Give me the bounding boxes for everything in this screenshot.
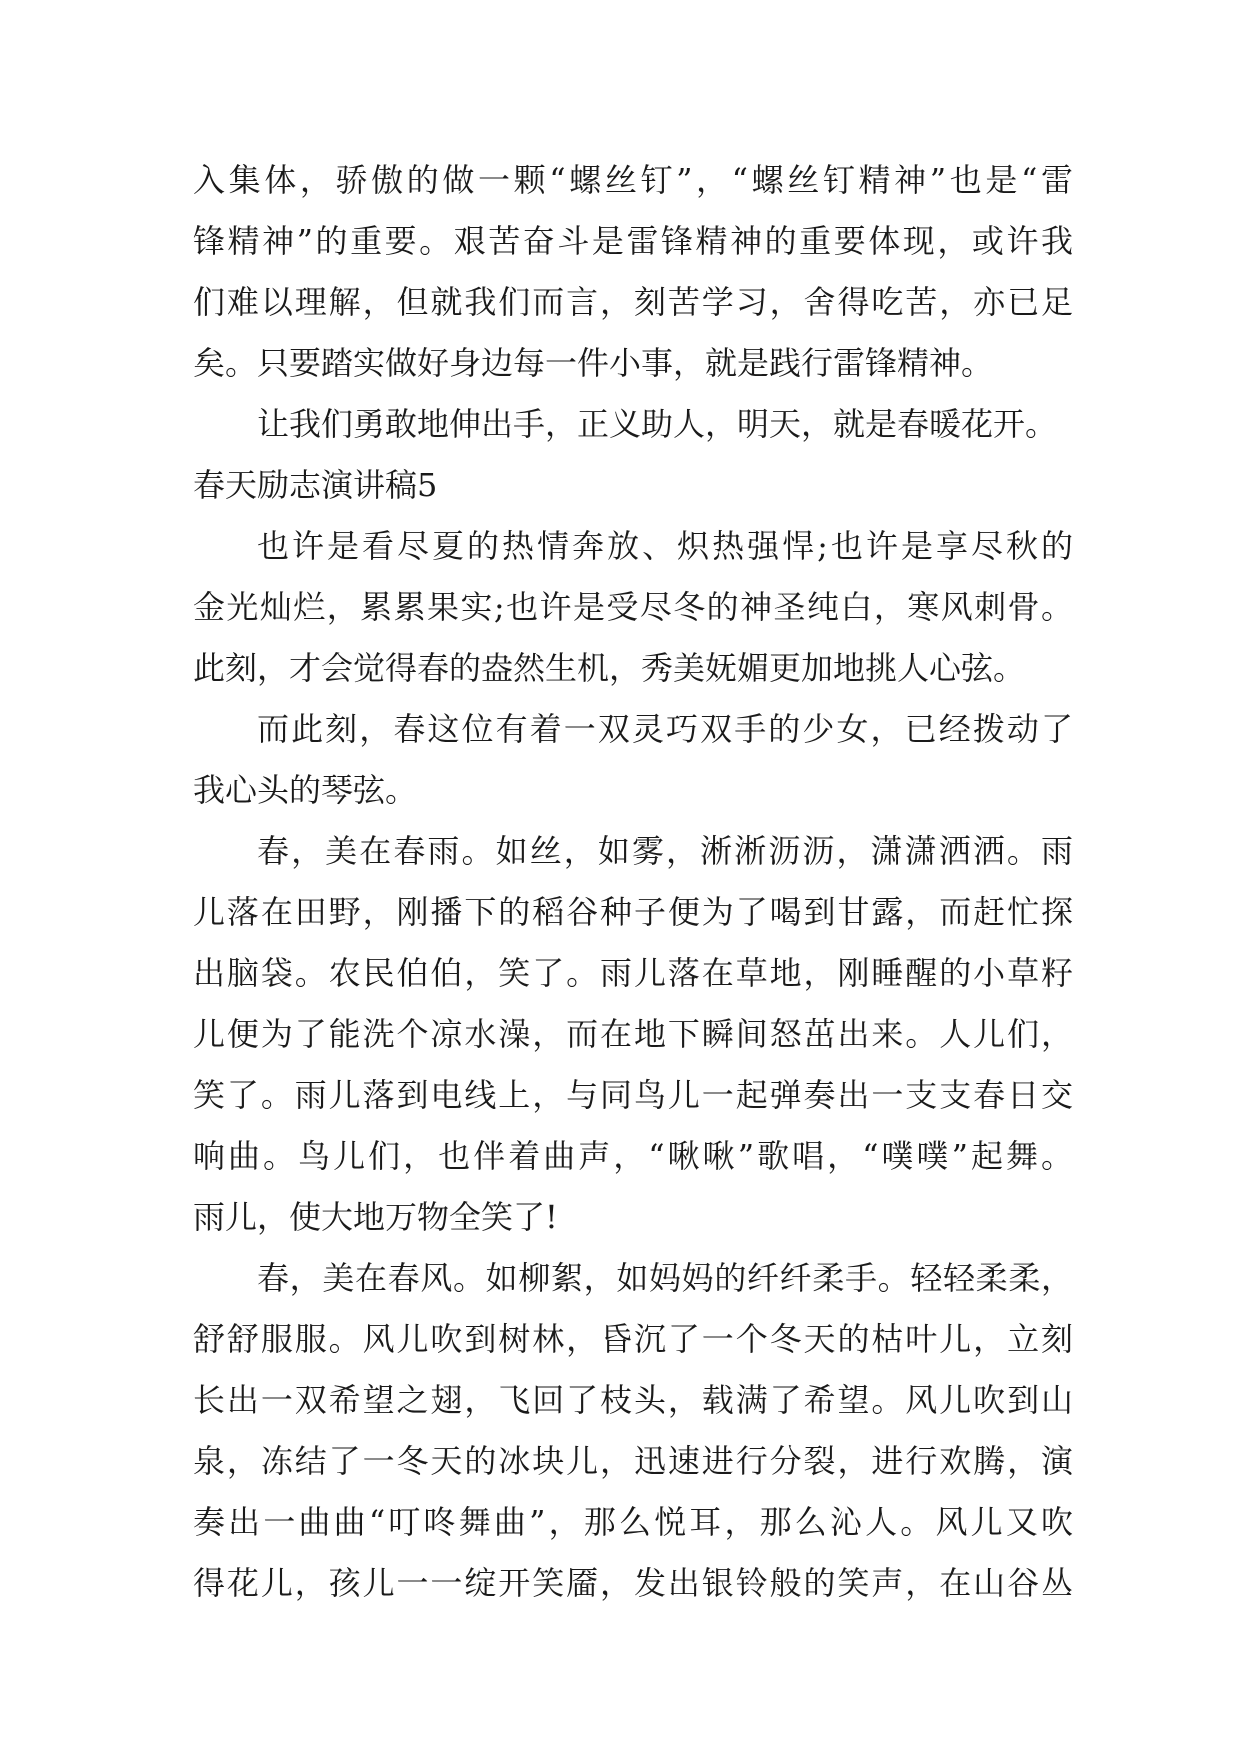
section-heading: 春天励志演讲稿5	[193, 466, 438, 504]
document-body	[193, 150, 1073, 1614]
text-line: 儿落在田野，刚播下的稻谷种子便为了喝到甘露，而赶忙探	[193, 893, 1073, 931]
text-line: 春，美在春雨。如丝，如雾，淅淅沥沥，潇潇洒洒。雨	[257, 832, 1073, 870]
text-line: 儿便为了能洗个凉水澡，而在地下瞬间怒茁出来。人儿们，	[193, 1015, 1073, 1053]
text-line: 锋精神”的重要。艰苦奋斗是雷锋精神的重要体现，或许我	[193, 222, 1073, 260]
text-line: 泉，冻结了一冬天的冰块儿，迅速进行分裂，进行欢腾，演	[193, 1442, 1073, 1480]
text-line: 雨儿，使大地万物全笑了!	[193, 1198, 558, 1236]
text-line: 金光灿烂，累累果实;也许是受尽冬的神圣纯白，寒风刺骨。	[193, 588, 1073, 626]
text-line: 而此刻，春这位有着一双灵巧双手的少女，已经拨动了	[257, 710, 1073, 748]
text-line: 我心头的琴弦。	[193, 771, 418, 809]
text-line: 长出一双希望之翅，飞回了枝头，载满了希望。风儿吹到山	[193, 1381, 1073, 1419]
text-line: 出脑袋。农民伯伯，笑了。雨儿落在草地，刚睡醒的小草籽	[193, 954, 1073, 992]
text-line: 奏出一曲曲“叮咚舞曲”，那么悦耳，那么沁人。风儿又吹	[193, 1503, 1073, 1541]
text-line: 们难以理解，但就我们而言，刻苦学习，舍得吃苦，亦已足	[193, 283, 1073, 321]
text-line: 响曲。鸟儿们，也伴着曲声，“啾啾”歌唱，“噗噗”起舞。	[193, 1137, 1073, 1175]
text-line: 笑了。雨儿落到电线上，与同鸟儿一起弹奏出一支支春日交	[193, 1076, 1073, 1114]
text-line: 春，美在春风。如柳絮，如妈妈的纤纤柔手。轻轻柔柔，	[257, 1259, 1073, 1297]
text-line: 矣。只要踏实做好身边每一件小事，就是践行雷锋精神。	[193, 344, 994, 382]
text-line: 入集体，骄傲的做一颗“螺丝钉”，“螺丝钉精神”也是“雷	[193, 161, 1073, 199]
text-line: 得花儿，孩儿一一绽开笑靥，发出银铃般的笑声，在山谷丛	[193, 1564, 1073, 1602]
text-line: 让我们勇敢地伸出手，正义助人，明天，就是春暖花开。	[257, 405, 1058, 443]
text-line: 舒舒服服。风儿吹到树林，昏沉了一个冬天的枯叶儿，立刻	[193, 1320, 1073, 1358]
text-line: 也许是看尽夏的热情奔放、炽热强悍;也许是享尽秋的	[257, 527, 1073, 565]
text-line: 此刻，才会觉得春的盎然生机，秀美妩媚更加地挑人心弦。	[193, 649, 1026, 687]
